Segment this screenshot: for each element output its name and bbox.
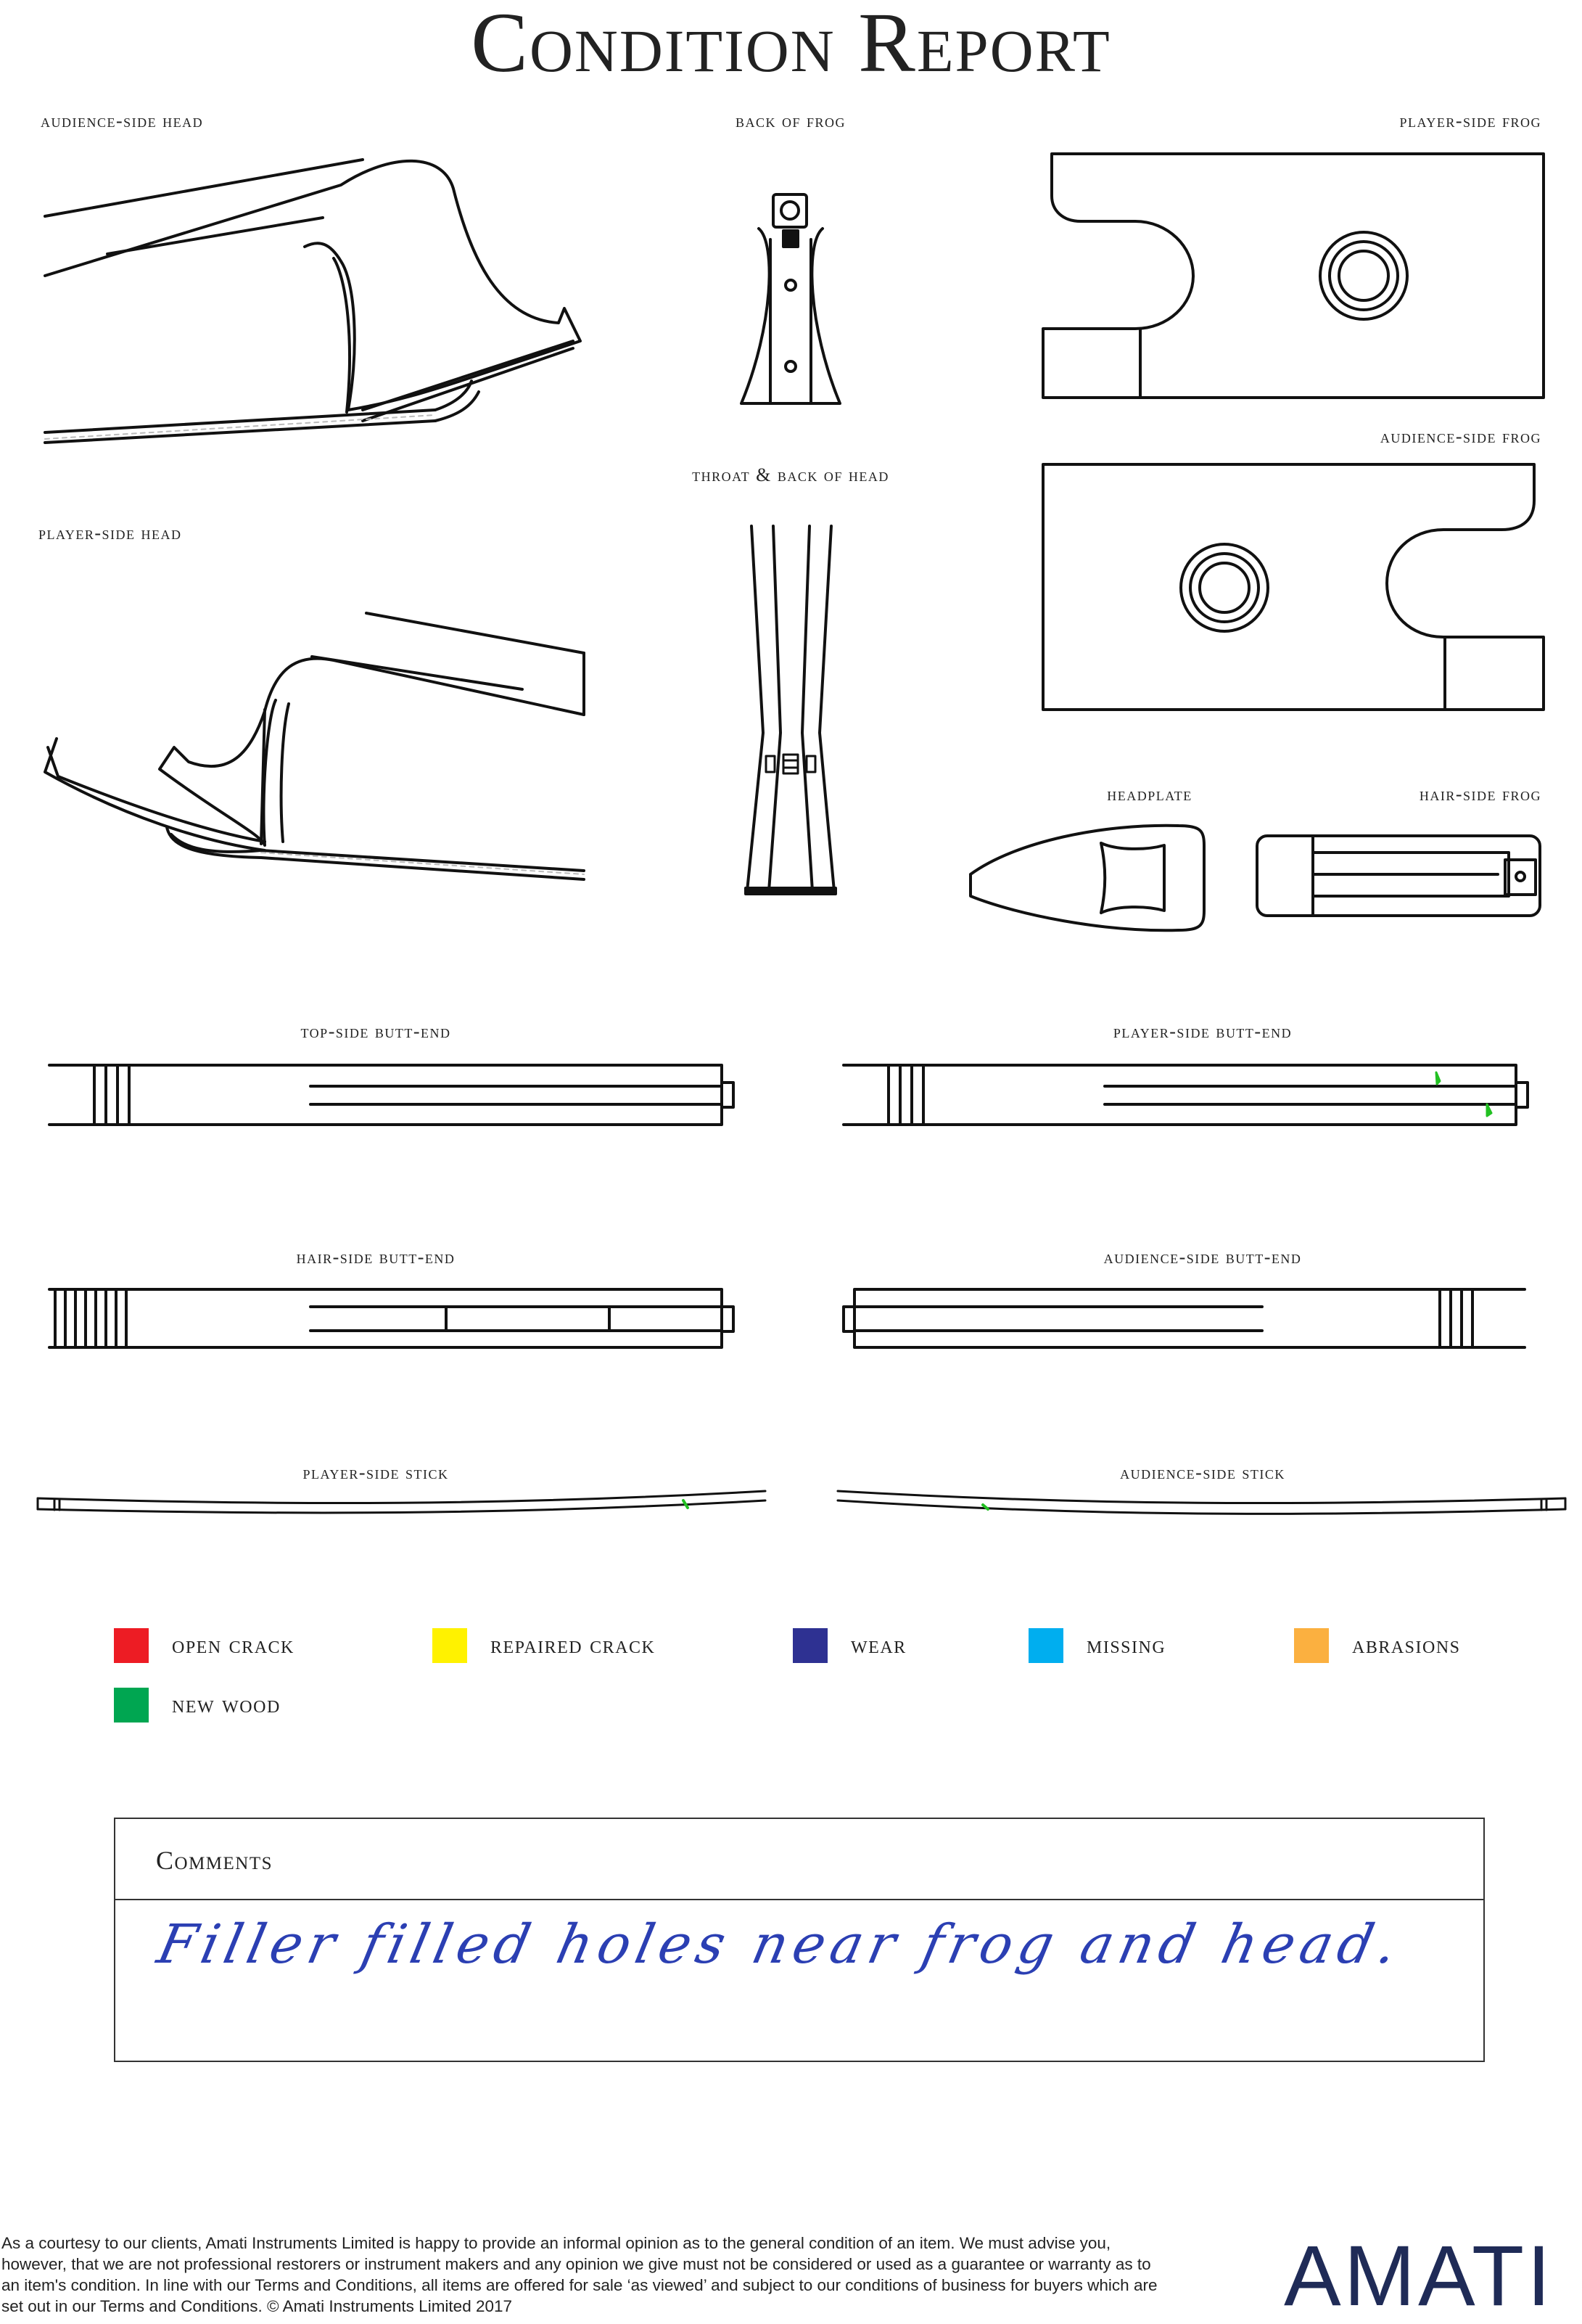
player-side-butt-end-drawing — [844, 1065, 1528, 1125]
label-player-side-head: player-side head — [38, 522, 182, 543]
hair-side-frog-drawing — [1257, 836, 1540, 916]
label-player-side-frog: player-side frog — [1399, 110, 1541, 131]
top-side-butt-end-drawing — [49, 1065, 733, 1125]
audience-side-stick-drawing — [838, 1491, 1565, 1514]
new-wood-mark — [1436, 1072, 1440, 1084]
label-audience-side-stick: audience-side stick — [1120, 1462, 1285, 1483]
label-hair-side-butt-end: hair-side butt-end — [296, 1247, 456, 1268]
legend-open-crack — [114, 1627, 294, 1664]
label-player-side-stick: player-side stick — [302, 1462, 449, 1483]
legend-missing — [1029, 1627, 1166, 1664]
throat-back-of-head-drawing — [746, 526, 836, 894]
label-audience-side-butt-end: audience-side butt-end — [1103, 1247, 1302, 1268]
legend-new-wood — [114, 1687, 281, 1723]
legend-swatch — [114, 1628, 149, 1663]
player-side-head-drawing — [45, 613, 584, 879]
legend-label: open crack — [172, 1632, 294, 1659]
label-back-of-frog: back of frog — [735, 110, 846, 131]
headplate-drawing — [971, 826, 1204, 930]
audience-side-head-drawing — [45, 160, 580, 443]
legend-swatch — [793, 1628, 828, 1663]
new-wood-mark — [683, 1500, 688, 1508]
back-of-frog-drawing — [741, 194, 840, 403]
legend-repaired-crack — [432, 1627, 655, 1664]
label-top-side-butt-end: top-side butt-end — [300, 1021, 451, 1042]
comments-heading: Comments — [156, 1846, 273, 1875]
legend-swatch — [1294, 1628, 1329, 1663]
player-side-frog-drawing — [1043, 154, 1544, 398]
player-side-stick-drawing — [38, 1491, 765, 1513]
legend-label: wear — [851, 1632, 907, 1659]
label-hair-side-frog: hair-side frog — [1419, 784, 1541, 805]
audience-side-butt-end-drawing — [844, 1289, 1525, 1347]
legend-swatch — [1029, 1628, 1063, 1663]
legend-label: missing — [1087, 1632, 1166, 1659]
legend-label: repaired crack — [490, 1632, 656, 1659]
label-player-side-butt-end: player-side butt-end — [1113, 1021, 1293, 1042]
page-title: Condition Report — [471, 0, 1111, 90]
label-audience-side-frog: audience-side frog — [1380, 426, 1541, 447]
disclaimer-text: As a courtesy to our clients, Amati Instruments Limited is happy to provide an informal opinion as to the general condition of an item. We must advise you, however, that we are not professional restorers or instrument makers and any opinion we give must not be considered or used as a guarantee or warranty as to an item's condition. In line with our Terms and Conditions, all items are offered for sale ‘as viewed’ and subject to our conditions of business for buyers which are set out in our Terms and Conditions. © Amati Instruments Limited 2017 — [1, 2234, 1158, 2315]
legend-swatch — [114, 1688, 149, 1723]
legend-wear — [793, 1627, 907, 1664]
legend-label: new wood — [172, 1691, 281, 1718]
hair-side-butt-end-drawing — [49, 1289, 733, 1347]
label-headplate: headplate — [1107, 784, 1192, 805]
new-wood-mark — [1487, 1104, 1491, 1116]
label-throat-back-of-head: throat & back of head — [692, 464, 889, 485]
comments-header — [115, 1819, 1483, 1900]
amati-logo: AMATI — [1284, 2228, 1554, 2324]
legend-abrasions — [1294, 1627, 1461, 1664]
audience-side-frog-drawing — [1043, 464, 1544, 710]
label-audience-side-head: audience-side head — [41, 110, 204, 131]
legend-label: abrasions — [1352, 1632, 1461, 1659]
comments-handwritten-text: Filler filled holes near frog and head. — [152, 1913, 1409, 1976]
legend-swatch — [432, 1628, 467, 1663]
comments-box — [114, 1818, 1485, 2062]
